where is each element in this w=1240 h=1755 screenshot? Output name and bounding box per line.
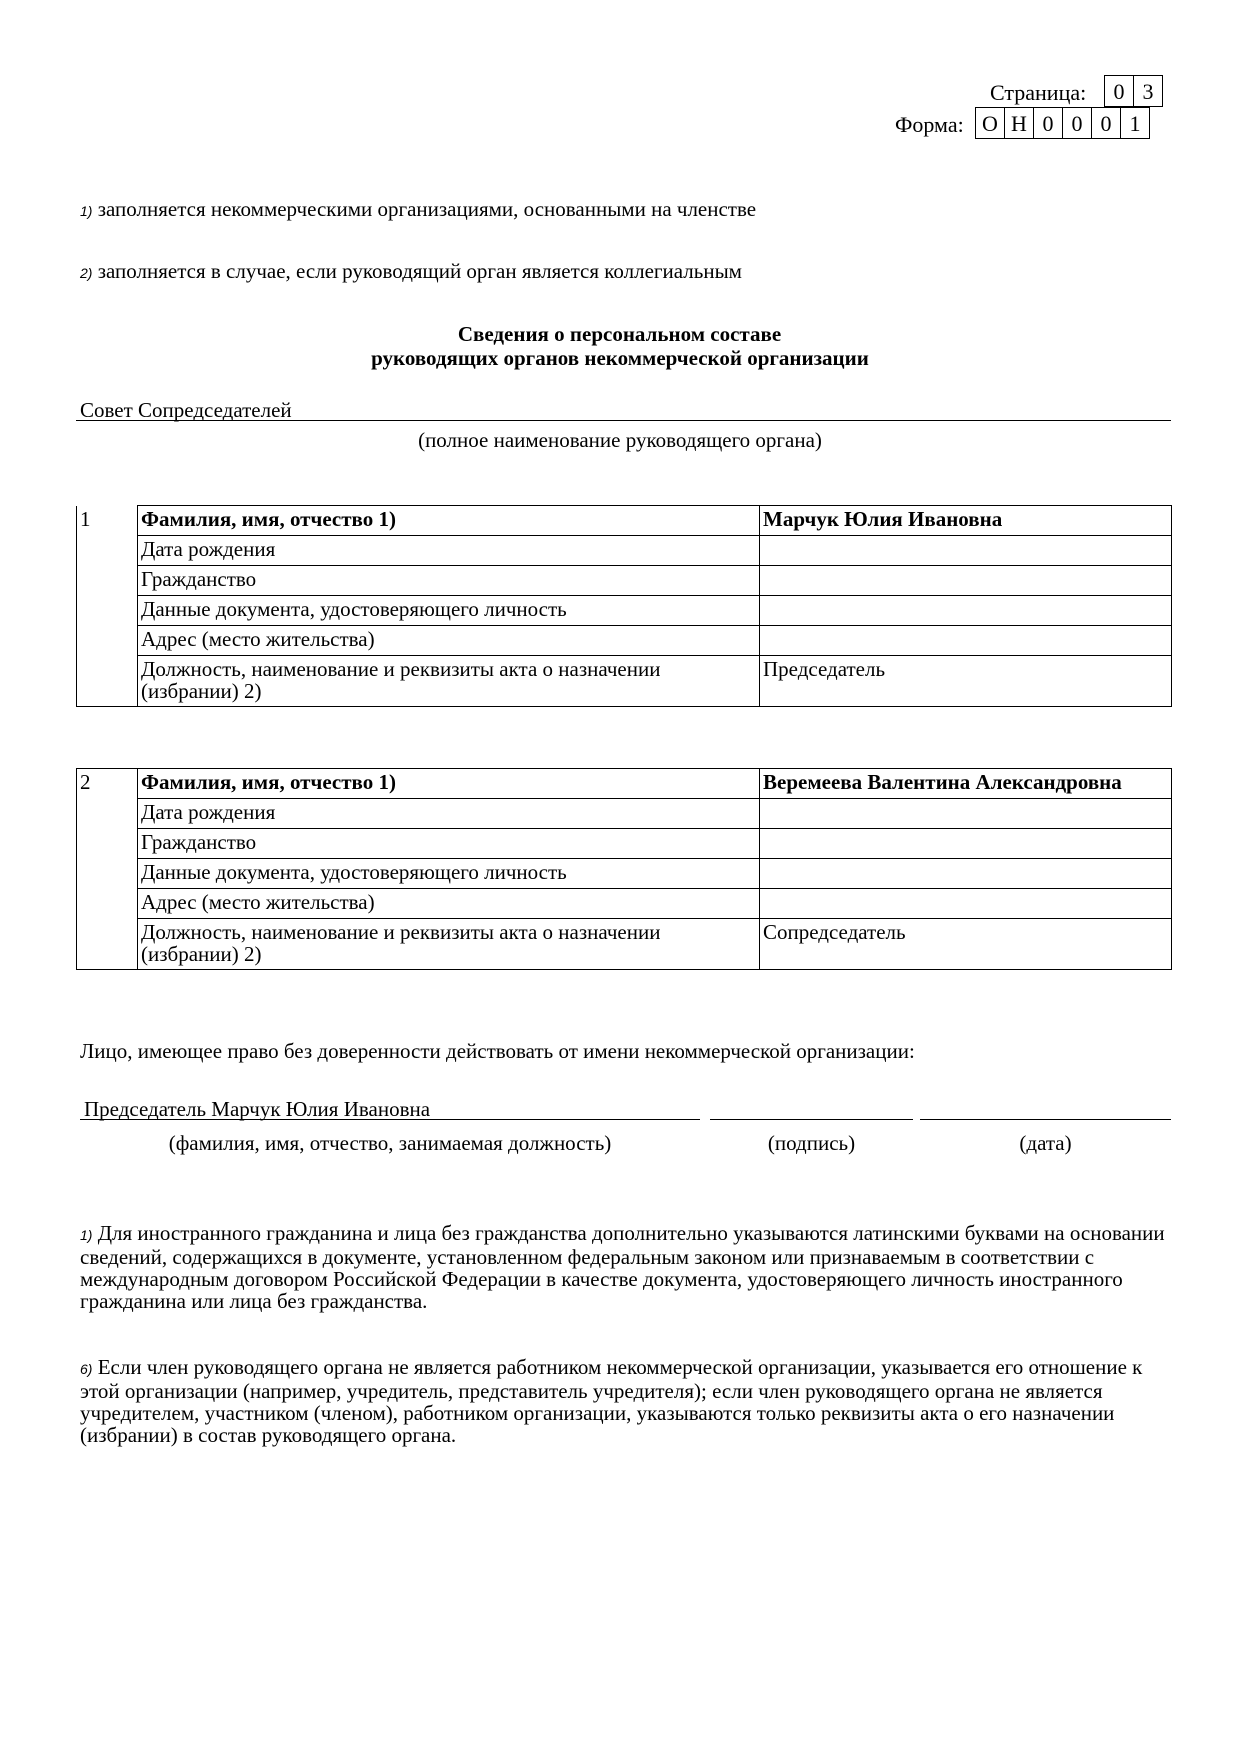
row-value — [760, 829, 1172, 859]
row-label: Фамилия, имя, отчество 1) — [138, 506, 760, 536]
row-value: Марчук Юлия Ивановна — [760, 506, 1172, 536]
note-mark: 1) — [80, 1227, 93, 1243]
row-value — [760, 536, 1172, 566]
person-number: 1 — [77, 506, 138, 707]
page-label: Страница: — [990, 80, 1087, 105]
note-mark: 2) — [80, 265, 93, 281]
form-digit: 0 — [1033, 108, 1062, 138]
row-value — [760, 889, 1172, 919]
row-value — [760, 799, 1172, 829]
organ-name-underline — [76, 420, 1171, 421]
note-text: Если член руководящего органа не является работником некоммерческой организации, указывается его отношение к этой организации (например, учредитель, представитель учредителя); если член руководящего органа не является учредителем, участником (членом), работником организации, указываются только реквизиты акта о его назначении (избрании) в состав руководящего органа. — [80, 1355, 1143, 1447]
top-note — [80, 198, 1170, 222]
form-digit: 0 — [1062, 108, 1091, 138]
row-label: Гражданство — [138, 829, 760, 859]
title-line: руководящих органов некоммерческой организации — [371, 346, 869, 370]
row-value: Веремеева Валентина Александровна — [760, 769, 1172, 799]
signatory-name-line — [80, 1119, 700, 1120]
page-number-box — [1104, 75, 1163, 107]
row-value — [760, 626, 1172, 656]
signatory-name-caption: (фамилия, имя, отчество, занимаемая должность) — [168, 1131, 612, 1155]
row-label: Дата рождения — [138, 799, 760, 829]
page-title — [0, 322, 1240, 370]
form-label: Форма: — [895, 112, 964, 137]
row-value: Председатель — [760, 656, 1172, 707]
form-digit: Н — [1004, 108, 1033, 138]
person-table — [76, 505, 1172, 707]
page-digit: 3 — [1133, 76, 1162, 106]
row-label: Гражданство — [138, 566, 760, 596]
form-code-box — [975, 107, 1150, 139]
row-label: Адрес (место жительства) — [138, 889, 760, 919]
signatory-intro: Лицо, имеющее право без доверенности действовать от имени некоммерческой организации: — [80, 1039, 915, 1063]
title-line: Сведения о персональном составе — [457, 322, 782, 346]
form-digit: 1 — [1120, 108, 1149, 138]
row-label: Дата рождения — [138, 536, 760, 566]
signature-line — [710, 1119, 913, 1120]
date-line — [920, 1119, 1171, 1120]
row-value — [760, 596, 1172, 626]
organ-name: Совет Сопредседателей — [80, 398, 292, 422]
person-number: 2 — [77, 769, 138, 970]
row-label: Данные документа, удостоверяющего личность — [138, 596, 760, 626]
row-value — [760, 566, 1172, 596]
page-digit: 0 — [1113, 79, 1125, 104]
row-label: Должность, наименование и реквизиты акта о назначении (избрании) 2) — [138, 656, 760, 707]
row-label: Должность, наименование и реквизиты акта о назначении (избрании) 2) — [138, 919, 760, 970]
note-text: заполняется в случае, если руководящий орган является коллегиальным — [97, 259, 742, 283]
footnote — [80, 1356, 1170, 1446]
row-value — [760, 859, 1172, 889]
row-label: Фамилия, имя, отчество 1) — [138, 769, 760, 799]
note-text: заполняется некоммерческими организациями, основанными на членстве — [97, 197, 757, 221]
note-text: Для иностранного гражданина и лица без гражданства дополнительно указываются латинскими буквами на основании сведений, содержащихся в документе, установленном федеральным законом или признаваемым в соответствии с международным договором Российской Федерации в качестве документа, удостоверяющего личность иностранного гражданина или лица без гражданства. — [80, 1221, 1165, 1313]
signatory-value: Председатель Марчук Юлия Ивановна — [84, 1097, 431, 1121]
person-table — [76, 768, 1172, 970]
row-label: Адрес (место жительства) — [138, 626, 760, 656]
organ-name-caption: (полное наименование руководящего органа) — [418, 428, 822, 452]
date-caption: (дата) — [1019, 1131, 1072, 1155]
footnote — [80, 1222, 1170, 1312]
row-label: Данные документа, удостоверяющего личность — [138, 859, 760, 889]
row-value: Сопредседатель — [760, 919, 1172, 970]
top-note — [80, 260, 1170, 284]
form-digit: О — [982, 111, 998, 136]
note-mark: 6) — [80, 1361, 93, 1377]
note-mark: 1) — [80, 203, 93, 219]
signature-caption: (подпись) — [767, 1131, 856, 1155]
form-digit: 0 — [1091, 108, 1120, 138]
